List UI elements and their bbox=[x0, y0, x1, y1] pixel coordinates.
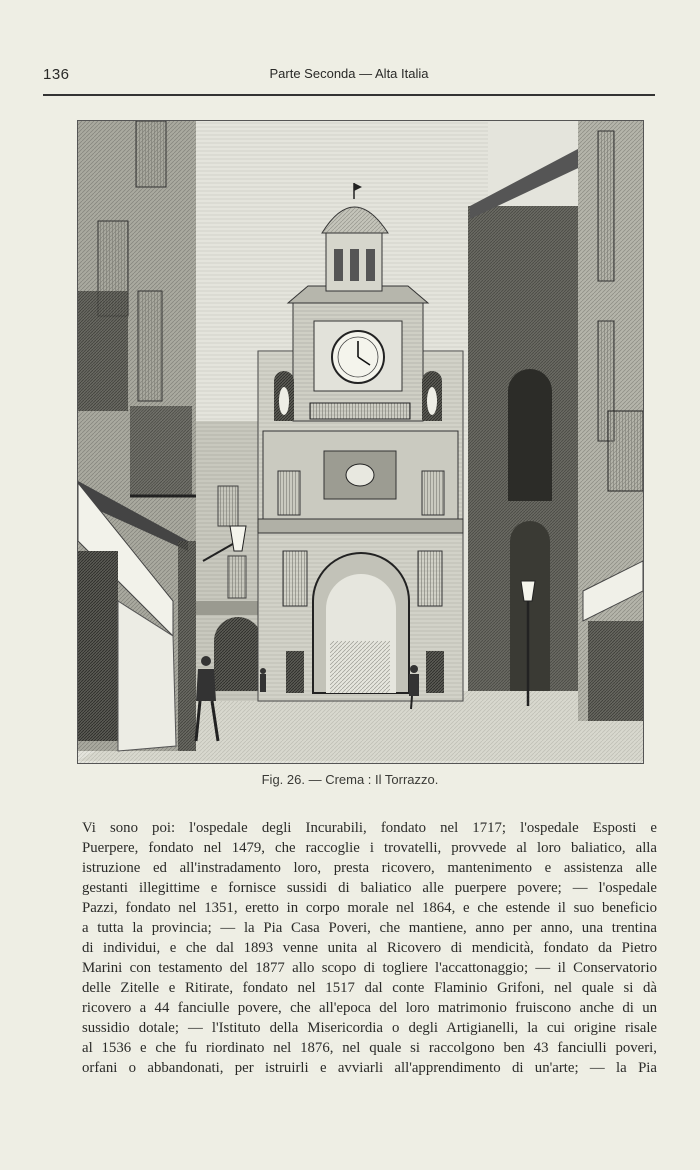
header-rule bbox=[43, 94, 655, 96]
running-head: Parte Seconda — Alta Italia bbox=[269, 66, 429, 81]
body-paragraph bbox=[82, 818, 657, 1078]
text-line: al 1536 e che fu riordinato nel 1876, nel quale si raccolgono ben 43 fanciulli poveri, bbox=[82, 1040, 657, 1056]
text-line: di individui, e che dal 1893 venne unita al Ricovero di mendicità, fondato da Pietro bbox=[82, 940, 657, 956]
text-line: Marini con testamento del 1877 allo scopo di togliere l'accattonaggio; — il Conservatorio bbox=[82, 960, 657, 976]
page-number: 136 bbox=[43, 66, 70, 83]
text-line: Puerpere, fondato nel 1479, che raccoglie i trovatelli, provvede al loro baliatico, alla bbox=[82, 840, 657, 856]
page-header bbox=[43, 62, 655, 92]
engraving-illustration bbox=[77, 120, 644, 764]
text-line: istruzione ed all'instradamento loro, presta ricovero, mantenimento e assistenza alle bbox=[82, 860, 657, 876]
text-line: Pazzi, fondato nel 1351, eretto in corpo morale nel 1864, e che estende il suo beneficio bbox=[82, 900, 657, 916]
right-buildings bbox=[468, 121, 643, 721]
text-line: orfani o abbandonati, per istruirli e avviarli all'apprendimento di un'arte; — la Pia bbox=[82, 1060, 657, 1076]
text-line: delle Zitelle e Ritirate, fondato nel 1517 dal conte Flaminio Grifoni, nel quale si dà bbox=[82, 980, 657, 996]
text-line: a tutta la provincia; — la Pia Casa Poveri, che mantiene, anno per anno, una trentina bbox=[82, 920, 657, 936]
left-building bbox=[78, 121, 196, 751]
text-line: gestanti illegittime e fornisce sussidi di baliatico alle puerpere povere; — l'ospedale bbox=[82, 880, 657, 896]
text-line: Vi sono poi: l'ospedale degli Incurabili, fondato nel 1717; l'ospedale Esposti e bbox=[82, 820, 657, 836]
text-line: sussidio dotale; — l'Istituto della Misericordia o degli Artigianelli, la cui origine risale bbox=[82, 1020, 657, 1036]
text-line: ricovero a 44 fanciulle povere, che all'epoca del loro matrimonio fruiscono anche di un bbox=[82, 1000, 657, 1016]
figure-caption: Fig. 26. — Crema : Il Torrazzo. bbox=[261, 772, 439, 787]
